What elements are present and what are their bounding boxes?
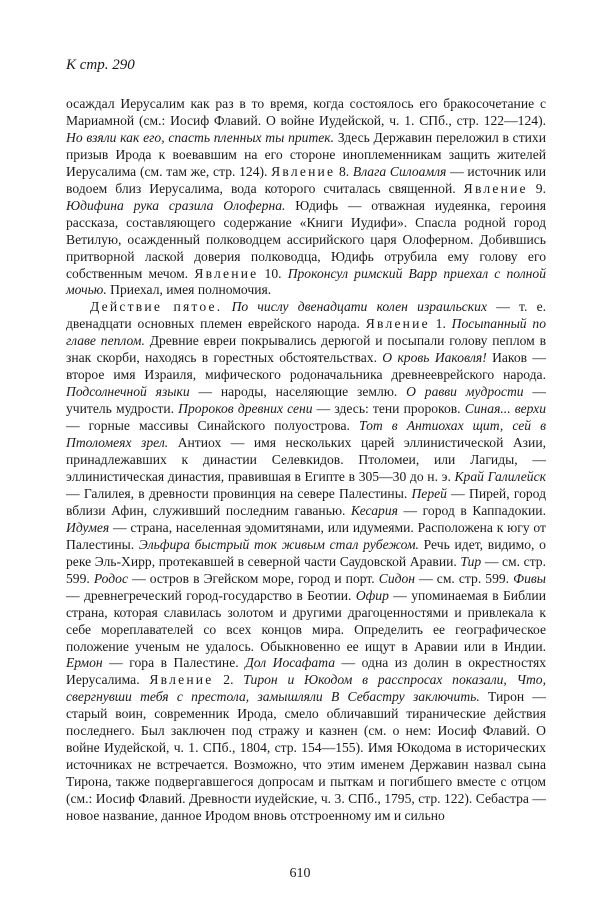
commentary-text: 2.	[213, 672, 244, 688]
spaced-scene-label: Явление	[365, 316, 430, 332]
commentary-text: — см. стр. 599.	[415, 570, 514, 586]
commentary-text: 9.	[527, 180, 546, 196]
commentary-text: — Галилея, в древности провинция на севере Палестины.	[66, 485, 412, 501]
commentary-text: — т. е. двенадцати основных племен еврейского народа.	[66, 299, 547, 332]
italic-quotation: Фивы	[513, 570, 546, 586]
commentary-text: — Пирей, город вблизи Афин, служивший последним гаванью.	[66, 485, 546, 518]
paragraph	[66, 299, 546, 825]
commentary-text: Антиох — имя нескольких царей эллинистической Азии, принадлежавших к династии Селевкидов. Птоломеи, или Лагиды, — эллинистическая династия, правившая в Египте в 305—30 до н. э.	[66, 435, 546, 484]
commentary-text: Юдифь — отважная иудеянка, героиня рассказа, составляющего содержание «Книги Иудифи». Спасла родной город Ветилую, осажденный полководцем ассирийского царя Олоферном. Добившись притворной лаской доверия полководца, Юдифь отрубила ему голову его собственным мечом.	[66, 197, 546, 281]
italic-quotation: О равви мудрости	[406, 384, 524, 400]
italic-quotation: Но взяли как его, спасть пленных ты притек.	[66, 129, 335, 145]
commentary-body	[66, 96, 546, 825]
spaced-scene-label: Явление	[194, 265, 259, 281]
italic-quotation: Край Галилейск	[454, 468, 546, 484]
page	[66, 56, 546, 825]
commentary-text: осаждал Иерусалим как раз в то время, когда состоялось его бракосочетание с Мариамной (см.: Иосиф Флавий. О войне Иудейской, ч. 1. СПб., стр. 122—124).	[66, 96, 546, 128]
commentary-text: 8.	[335, 163, 353, 179]
italic-quotation: Подсолнечной языки	[66, 384, 190, 400]
italic-quotation: Тот в Антиохах щит, сей в Птоломеях зрел.	[66, 418, 546, 451]
commentary-text: Древние евреи покрывались дерюгой и посыпали голову пеплом в знак скорби, находясь в горестных обстоятельствах.	[66, 333, 546, 366]
commentary-text: — город в Каппадокии.	[397, 502, 546, 518]
commentary-text: Иаков — второе имя Израиля, мифического родоначальника древнееврейского народа.	[66, 350, 546, 383]
italic-quotation: Влага Силоамля	[352, 163, 447, 179]
commentary-text: — учитель мудрости.	[66, 384, 546, 417]
italic-quotation: Посыпанный по главе пеплом.	[66, 316, 546, 349]
italic-quotation: Проконсул римский Варр приехал с полной мочью.	[66, 265, 546, 298]
page-reference-header: К стр. 290	[66, 57, 135, 73]
page-number: 610	[289, 866, 311, 881]
commentary-text: — страна, населенная эдомитянами, или идумеями. Расположена к югу от Палестины.	[66, 519, 546, 552]
italic-quotation: По числу двенадцати колен израильских	[231, 299, 487, 315]
commentary-text: — одна из долин в окрестностях Иерусалима.	[66, 655, 547, 688]
commentary-text: — народы, населяющие землю.	[189, 384, 407, 400]
italic-quotation: Офир	[355, 587, 389, 603]
italic-quotation: О кровь Иаковля!	[382, 350, 487, 366]
commentary-text: 10.	[258, 265, 288, 281]
italic-quotation: Дол Иосафата	[245, 655, 336, 671]
italic-quotation: Синая... верхи	[464, 401, 547, 417]
italic-quotation: Юдифина рука сразила Олоферна.	[66, 197, 286, 213]
italic-quotation: Перей	[411, 485, 447, 501]
spaced-scene-label: Явление	[149, 672, 214, 688]
commentary-text: Речь идет, видимо, о реке Эль-Хирр, протекавшей в северной части Саудовской Аравии.	[66, 536, 546, 569]
commentary-text: 1.	[429, 316, 452, 332]
spaced-scene-label: Действие пятое.	[90, 299, 223, 315]
italic-quotation: Пророков древних сени	[178, 401, 313, 417]
commentary-text: — гора в Палестине.	[102, 655, 246, 671]
commentary-text: Тирон — старый воин, современник Ирода, смело обличавший тиранические действия последнего. Был заключен под стражу и казнен (см. о нем: Иосиф Флавий. О войне Иудейской, ч. 1. СПб., 1804, стр. 154—155). Имя Юкодома в исторических источниках не встречается. Возможно, что этим именем Державин назвал сына Тирона, также подвергавшегося допросам и пыткам и погибшего вместе с отцом (см.: Иосиф Флавий. Древности иудейские, ч. 3. СПб., 1795, стр. 122). Себастра — новое название, данное Иродом вновь отстроенному им и сильно	[66, 689, 547, 824]
commentary-text: — здесь: тени пророков.	[312, 401, 465, 417]
paragraph	[66, 96, 546, 299]
spaced-scene-label: Явление	[271, 163, 336, 179]
commentary-text: Приехал, имея полномочия.	[106, 282, 272, 298]
commentary-text: — упоминаемая в Библии страна, которая славилась золотом и другими драгоценностями и привлекала к себе мореплавателей со всех концов мира. Определить ее географическое положение ученым не удалось. Обыкновенно ее ищут в Аравии или в Индии.	[66, 587, 546, 654]
commentary-text: — древнегреческий город-государство в Беотии.	[66, 587, 356, 603]
commentary-text: Здесь Державин переложил в стихи призыв Ирода к воевавшим на его стороне иноплеменникам защить жителей Иерусалима (см. там же, стр. 124).	[66, 129, 546, 179]
italic-quotation: Тирон и Юкодом в расспросах показали, Что, свергнувши тебя с престола, замышляли В Себастру заключить.	[66, 672, 546, 705]
commentary-text: — остров в Эгейском море, город и порт.	[128, 570, 379, 586]
italic-quotation: Эльфира быстрый ток живым стал рубежом.	[138, 536, 419, 552]
spaced-scene-label: Явление	[463, 180, 528, 196]
commentary-text	[222, 299, 231, 314]
commentary-text: — см. стр. 599.	[66, 553, 546, 586]
italic-quotation: Кесария	[351, 502, 398, 518]
commentary-text: — источник или водоем близ Иерусалима, вода которого считалась священной.	[66, 163, 546, 196]
italic-quotation: Идумея	[66, 519, 110, 535]
commentary-text: — горные массивы Синайского полуострова.	[66, 418, 360, 434]
italic-quotation: Ермон	[66, 655, 103, 671]
italic-quotation: Сидон	[378, 570, 416, 586]
italic-quotation: Родос	[93, 570, 128, 586]
italic-quotation: Тир	[460, 553, 482, 569]
